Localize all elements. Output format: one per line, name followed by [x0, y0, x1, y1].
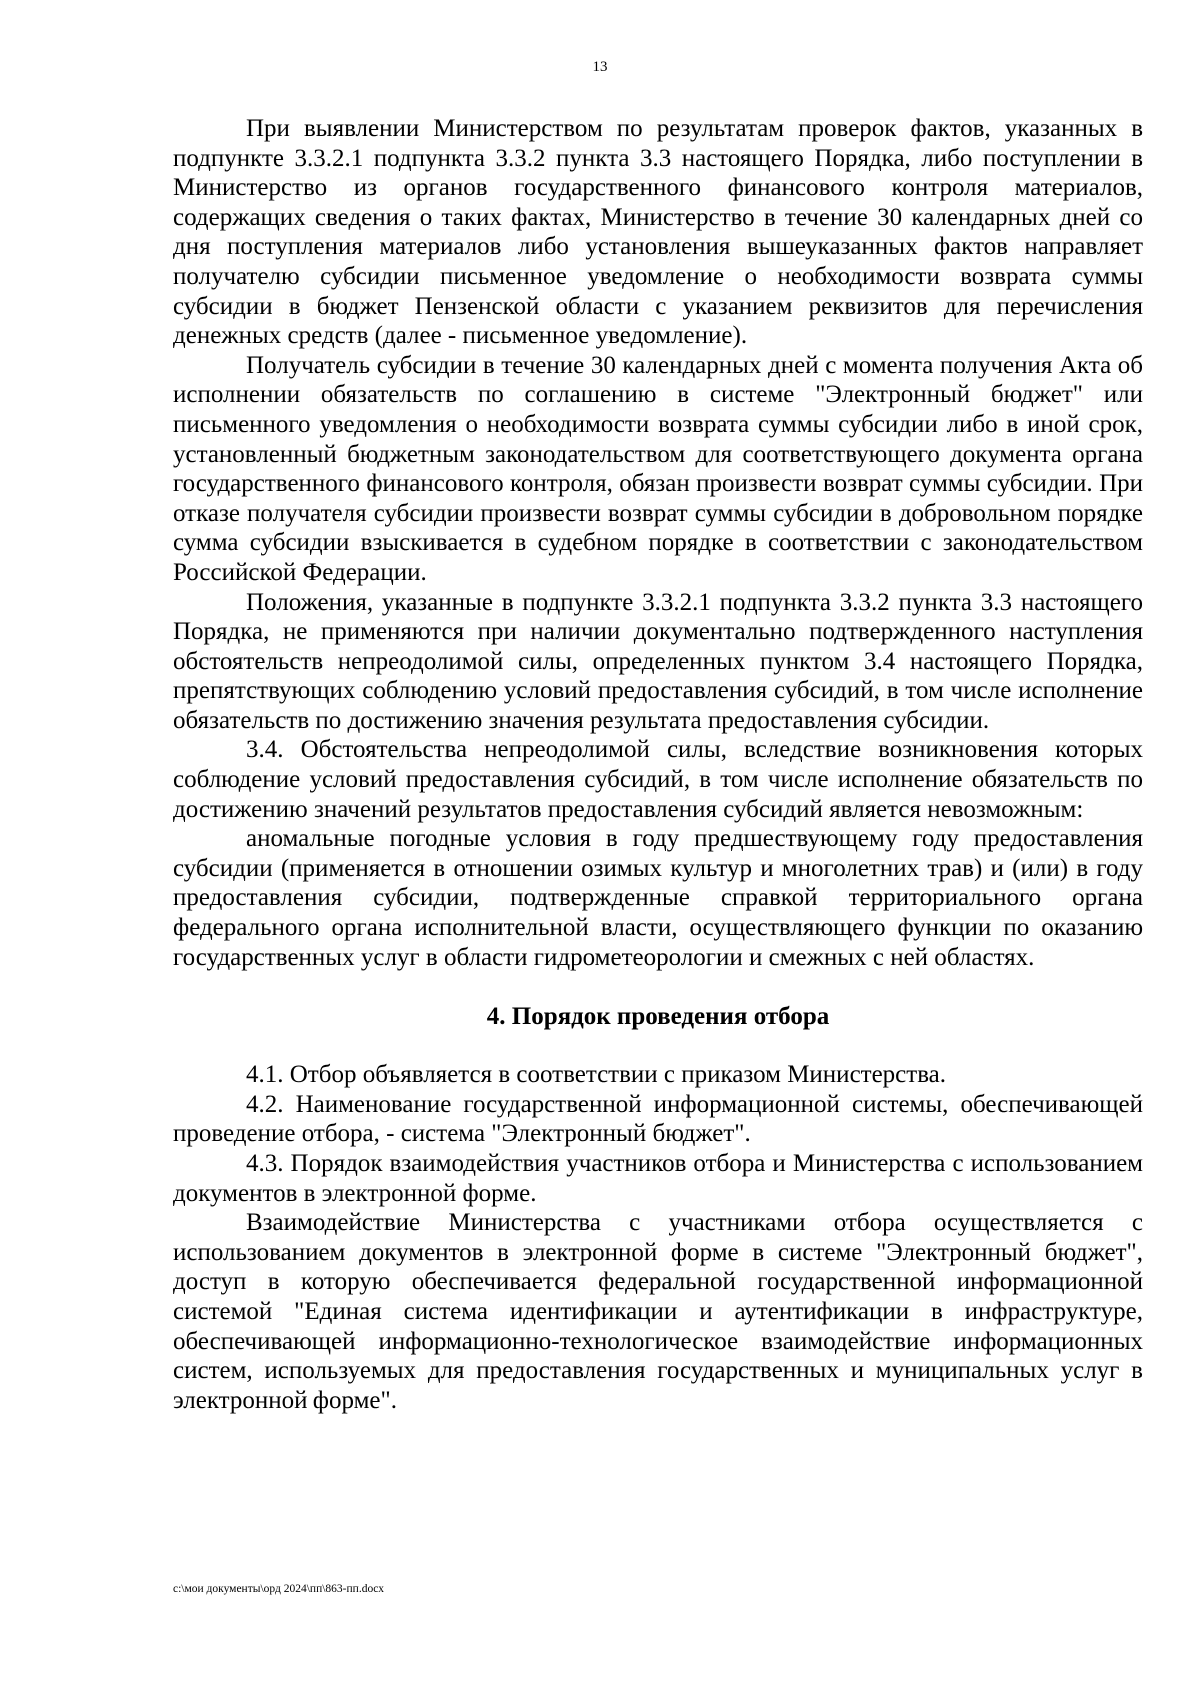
- document-body: [173, 114, 1143, 1415]
- page-number: 13: [592, 59, 608, 75]
- paragraph-refund-notice: При выявлении Министерством по результатам проверок фактов, указанных в подпункте 3.3.2.1 подпункта 3.3.2 пункта 3.3 настоящего Порядка, либо поступлении в Министерство из органов государственного финансового контроля материалов, содержащих сведения о таких фактах, Министерство в течение 30 календарных дней со дня поступления материалов либо установления вышеуказанных фактов направляет получателю субсидии письменное уведомление о необходимости возврата суммы субсидии в бюджет Пензенской области с указанием реквизитов для перечисления денежных средств (далее - письменное уведомление).: [173, 115, 1143, 350]
- paragraph-exemption: Положения, указанные в подпункте 3.3.2.1 подпункта 3.3.2 пункта 3.3 настоящего Порядка, не применяются при наличии документально подтвержденного наступления обстоятельств непреодолимой силы, определенных пунктом 3.4 настоящего Порядка, препятствующих соблюдению условий предоставления субсидий, в том числе исполнение обязательств по достижению значения результата предоставления субсидии.: [173, 588, 1143, 734]
- paragraph-weather-conditions: аномальные погодные условия в году предшествующему году предоставления субсидии (применяется в отношении озимых культур и многолетних трав) и (или) в году предоставления субсидии, подтвержденные справкой территориального органа федерального органа исполнительной власти, осуществляющего функции по оказанию государственных услуг в области гидрометеорологии и смежных с ней областях.: [173, 825, 1143, 971]
- paragraph-information-system: 4.2. Наименование государственной информационной системы, обеспечивающей проведение отбора, - система "Электронный бюджет".: [173, 1090, 1143, 1148]
- paragraph-refund-obligation: Получатель субсидии в течение 30 календарных дней с момента получения Акта об исполнении обязательств по соглашению в системе "Электронный бюджет" или письменного уведомления о необходимости возврата суммы субсидии либо в иной срок, установленный бюджетным законодательством для соответствующего документа органа государственного финансового контроля, обязан произвести возврат суммы субсидии. При отказе получателя субсидии произвести возврат суммы субсидии в добровольном порядке сумма субсидии взыскивается в судебном порядке в соответствии с законодательством Российской Федерации.: [173, 351, 1143, 586]
- file-path-footer: c:\мои документы\орд 2024\пп\863-пп.docx: [173, 1583, 385, 1595]
- section-heading: 4. Порядок проведения отбора: [486, 1003, 830, 1031]
- paragraph-force-majeure: 3.4. Обстоятельства непреодолимой силы, вследствие возникновения которых соблюдение условий предоставления субсидий, в том числе исполнение обязательств по достижению значений результатов предоставления субсидий является невозможным:: [173, 736, 1143, 823]
- paragraph-electronic-interaction: Взаимодействие Министерства с участниками отбора осуществляется с использованием документов в электронной форме в системе "Электронный бюджет", доступ в которую обеспечивается федеральной государственной информационной системой "Единая система идентификации и аутентификации в инфраструктуре, обеспечивающей информационно-технологическое взаимодействие информационных систем, используемых для предоставления государственных и муниципальных услуг в электронной форме".: [173, 1209, 1143, 1414]
- paragraph-interaction-order: 4.3. Порядок взаимодействия участников отбора и Министерства с использованием документов в электронной форме.: [173, 1150, 1143, 1207]
- paragraph-selection-announcement: 4.1. Отбор объявляется в соответствии с приказом Министерства.: [246, 1061, 947, 1089]
